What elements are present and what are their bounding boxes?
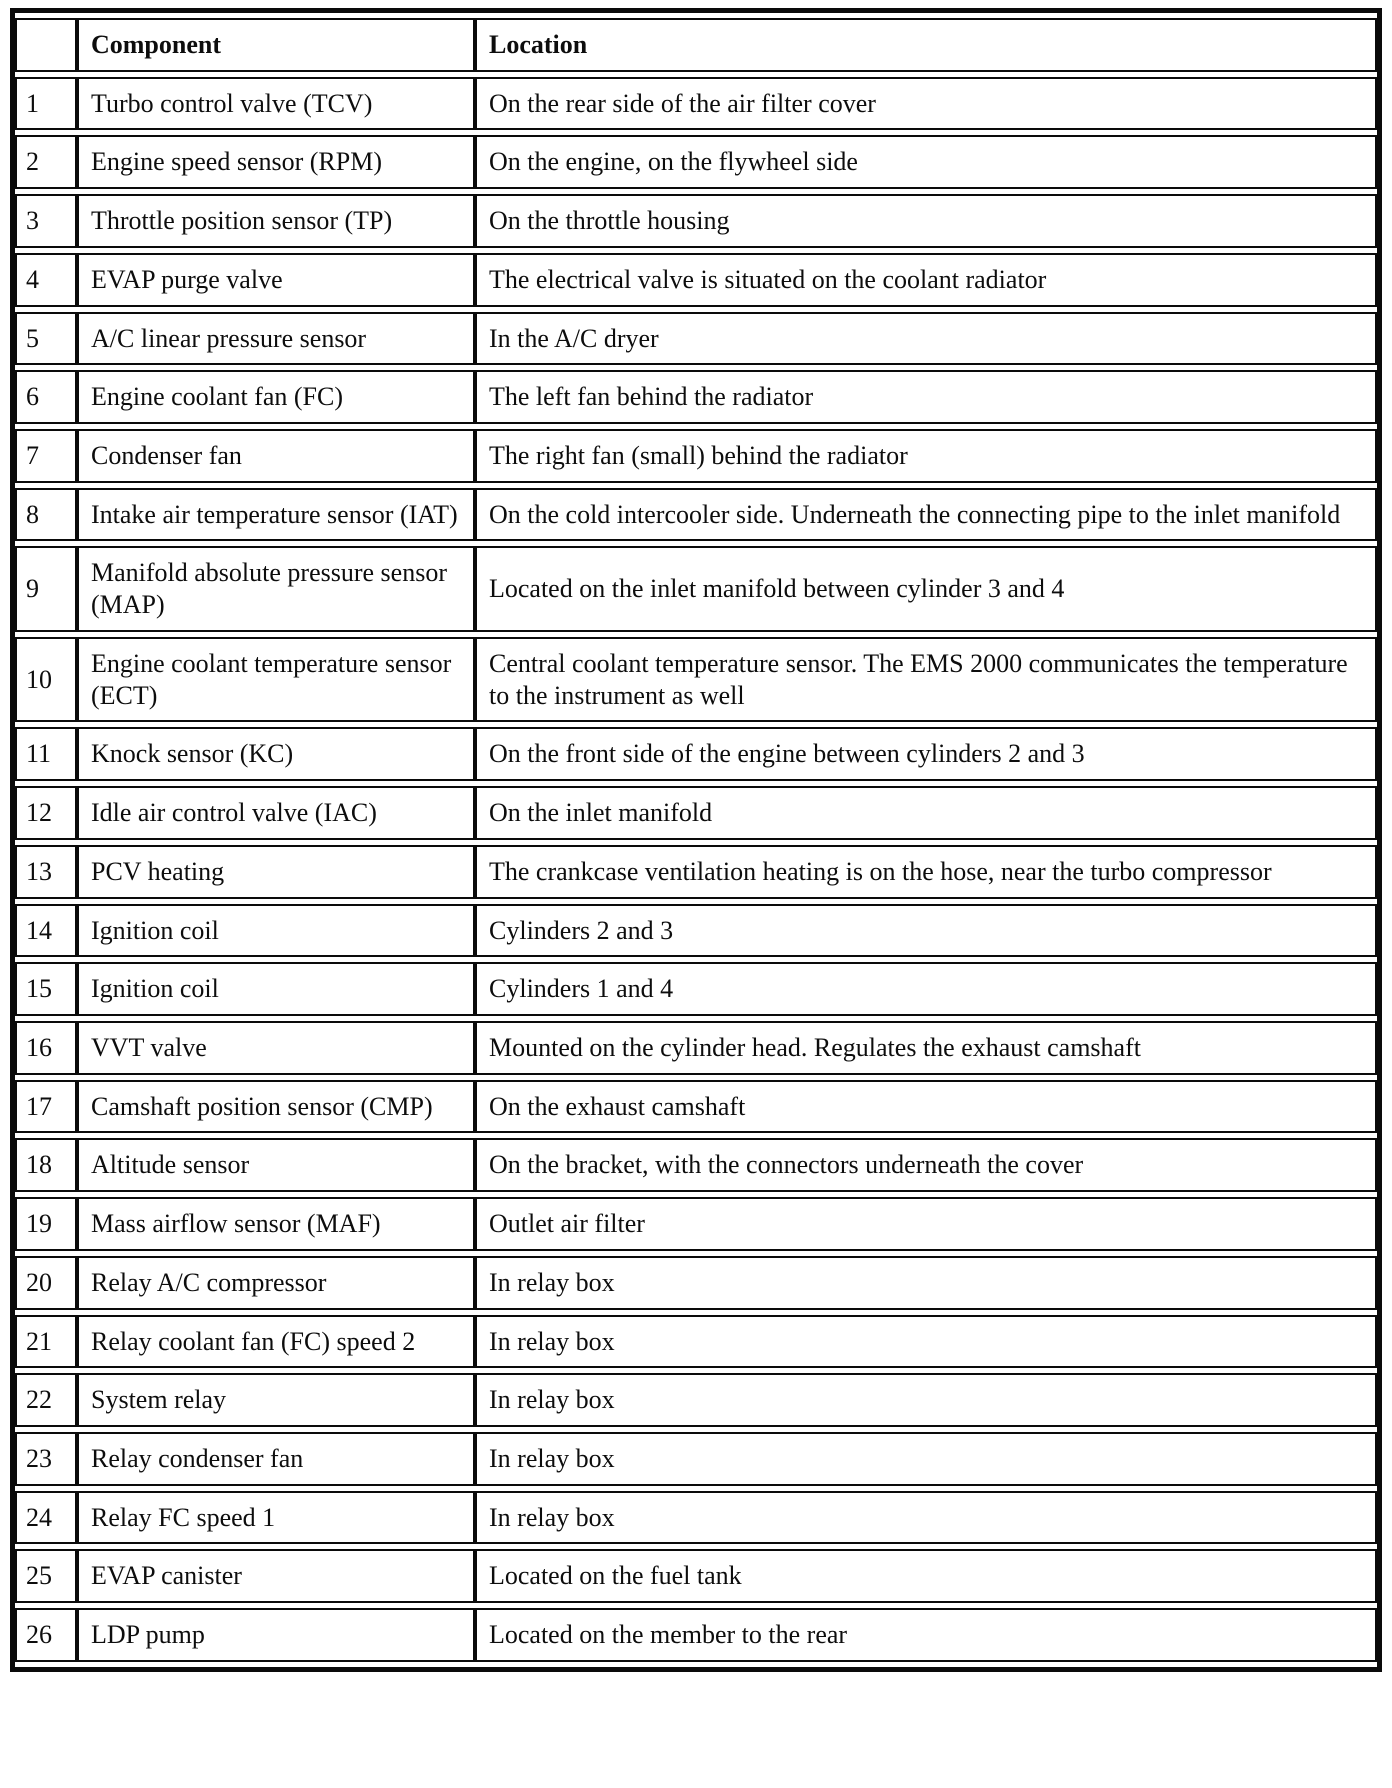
component-cell: Camshaft position sensor (CMP) bbox=[77, 1080, 475, 1134]
component-cell: Mass airflow sensor (MAF) bbox=[77, 1197, 475, 1251]
component-cell: Manifold absolute pressure sensor (MAP) bbox=[77, 546, 475, 631]
location-cell: Mounted on the cylinder head. Regulates the exhaust camshaft bbox=[475, 1021, 1377, 1075]
table-row bbox=[15, 370, 1377, 424]
table-row bbox=[15, 194, 1377, 248]
table-row bbox=[15, 546, 1377, 631]
row-number-cell: 5 bbox=[15, 312, 77, 366]
row-number-cell: 1 bbox=[15, 77, 77, 131]
component-cell: Ignition coil bbox=[77, 962, 475, 1016]
location-cell: The electrical valve is situated on the coolant radiator bbox=[475, 253, 1377, 307]
table-row bbox=[15, 1080, 1377, 1134]
row-number-cell: 15 bbox=[15, 962, 77, 1016]
row-number-cell: 11 bbox=[15, 727, 77, 781]
component-location-table bbox=[15, 13, 1377, 1667]
row-number-cell: 16 bbox=[15, 1021, 77, 1075]
component-cell: System relay bbox=[77, 1373, 475, 1427]
component-cell: Relay coolant fan (FC) speed 2 bbox=[77, 1315, 475, 1369]
header-corner-cell bbox=[15, 18, 77, 72]
table-row bbox=[15, 904, 1377, 958]
component-cell: LDP pump bbox=[77, 1608, 475, 1662]
component-cell: EVAP canister bbox=[77, 1549, 475, 1603]
table-row bbox=[15, 1608, 1377, 1662]
table-row bbox=[15, 727, 1377, 781]
location-cell: In relay box bbox=[475, 1432, 1377, 1486]
location-cell: On the cold intercooler side. Underneath the connecting pipe to the inlet manifold bbox=[475, 488, 1377, 542]
row-number-cell: 12 bbox=[15, 786, 77, 840]
row-number-cell: 10 bbox=[15, 637, 77, 722]
table-row bbox=[15, 77, 1377, 131]
location-cell: The left fan behind the radiator bbox=[475, 370, 1377, 424]
row-number-cell: 26 bbox=[15, 1608, 77, 1662]
row-number-cell: 7 bbox=[15, 429, 77, 483]
location-cell: In relay box bbox=[475, 1491, 1377, 1545]
table-row bbox=[15, 1373, 1377, 1427]
location-cell: In the A/C dryer bbox=[475, 312, 1377, 366]
table-header bbox=[15, 18, 1377, 72]
table-row bbox=[15, 637, 1377, 722]
location-cell: Central coolant temperature sensor. The EMS 2000 communicates the temperature to the instrument as well bbox=[475, 637, 1377, 722]
row-number-cell: 6 bbox=[15, 370, 77, 424]
component-cell: Idle air control valve (IAC) bbox=[77, 786, 475, 840]
row-number-cell: 9 bbox=[15, 546, 77, 631]
header-component-cell: Component bbox=[77, 18, 475, 72]
location-cell: In relay box bbox=[475, 1256, 1377, 1310]
table-row bbox=[15, 1315, 1377, 1369]
header-row bbox=[15, 18, 1377, 72]
table-row bbox=[15, 1138, 1377, 1192]
row-number-cell: 14 bbox=[15, 904, 77, 958]
location-cell: Located on the fuel tank bbox=[475, 1549, 1377, 1603]
location-cell: Cylinders 2 and 3 bbox=[475, 904, 1377, 958]
component-cell: Intake air temperature sensor (IAT) bbox=[77, 488, 475, 542]
table-row bbox=[15, 1197, 1377, 1251]
row-number-cell: 19 bbox=[15, 1197, 77, 1251]
component-cell: VVT valve bbox=[77, 1021, 475, 1075]
location-cell: Cylinders 1 and 4 bbox=[475, 962, 1377, 1016]
location-cell: On the exhaust camshaft bbox=[475, 1080, 1377, 1134]
component-cell: Condenser fan bbox=[77, 429, 475, 483]
table-row bbox=[15, 135, 1377, 189]
component-cell: Engine coolant temperature sensor (ECT) bbox=[77, 637, 475, 722]
location-cell: In relay box bbox=[475, 1373, 1377, 1427]
row-number-cell: 17 bbox=[15, 1080, 77, 1134]
table-frame bbox=[10, 8, 1382, 1672]
row-number-cell: 23 bbox=[15, 1432, 77, 1486]
table-row bbox=[15, 786, 1377, 840]
component-cell: Altitude sensor bbox=[77, 1138, 475, 1192]
table-row bbox=[15, 312, 1377, 366]
component-cell: Knock sensor (KC) bbox=[77, 727, 475, 781]
table-row bbox=[15, 1256, 1377, 1310]
table-row bbox=[15, 1491, 1377, 1545]
component-cell: Relay FC speed 1 bbox=[77, 1491, 475, 1545]
component-cell: Relay condenser fan bbox=[77, 1432, 475, 1486]
component-cell: PCV heating bbox=[77, 845, 475, 899]
row-number-cell: 20 bbox=[15, 1256, 77, 1310]
component-cell: EVAP purge valve bbox=[77, 253, 475, 307]
table-row bbox=[15, 488, 1377, 542]
component-cell: Throttle position sensor (TP) bbox=[77, 194, 475, 248]
location-cell: The crankcase ventilation heating is on the hose, near the turbo compressor bbox=[475, 845, 1377, 899]
row-number-cell: 21 bbox=[15, 1315, 77, 1369]
location-cell: In relay box bbox=[475, 1315, 1377, 1369]
component-cell: Ignition coil bbox=[77, 904, 475, 958]
component-cell: Engine coolant fan (FC) bbox=[77, 370, 475, 424]
component-cell: A/C linear pressure sensor bbox=[77, 312, 475, 366]
table-row bbox=[15, 429, 1377, 483]
location-cell: Located on the inlet manifold between cylinder 3 and 4 bbox=[475, 546, 1377, 631]
header-location-cell: Location bbox=[475, 18, 1377, 72]
table-row bbox=[15, 1549, 1377, 1603]
row-number-cell: 2 bbox=[15, 135, 77, 189]
location-cell: Located on the member to the rear bbox=[475, 1608, 1377, 1662]
table-row bbox=[15, 845, 1377, 899]
row-number-cell: 4 bbox=[15, 253, 77, 307]
location-cell: On the inlet manifold bbox=[475, 786, 1377, 840]
component-cell: Engine speed sensor (RPM) bbox=[77, 135, 475, 189]
table-row bbox=[15, 1432, 1377, 1486]
location-cell: Outlet air filter bbox=[475, 1197, 1377, 1251]
component-cell: Relay A/C compressor bbox=[77, 1256, 475, 1310]
row-number-cell: 18 bbox=[15, 1138, 77, 1192]
location-cell: On the engine, on the flywheel side bbox=[475, 135, 1377, 189]
row-number-cell: 13 bbox=[15, 845, 77, 899]
row-number-cell: 3 bbox=[15, 194, 77, 248]
location-cell: On the bracket, with the connectors underneath the cover bbox=[475, 1138, 1377, 1192]
table-row bbox=[15, 1021, 1377, 1075]
location-cell: The right fan (small) behind the radiator bbox=[475, 429, 1377, 483]
row-number-cell: 22 bbox=[15, 1373, 77, 1427]
location-cell: On the throttle housing bbox=[475, 194, 1377, 248]
row-number-cell: 24 bbox=[15, 1491, 77, 1545]
component-cell: Turbo control valve (TCV) bbox=[77, 77, 475, 131]
row-number-cell: 25 bbox=[15, 1549, 77, 1603]
table-row bbox=[15, 253, 1377, 307]
row-number-cell: 8 bbox=[15, 488, 77, 542]
location-cell: On the rear side of the air filter cover bbox=[475, 77, 1377, 131]
table-row bbox=[15, 962, 1377, 1016]
table-body bbox=[15, 77, 1377, 1662]
location-cell: On the front side of the engine between cylinders 2 and 3 bbox=[475, 727, 1377, 781]
